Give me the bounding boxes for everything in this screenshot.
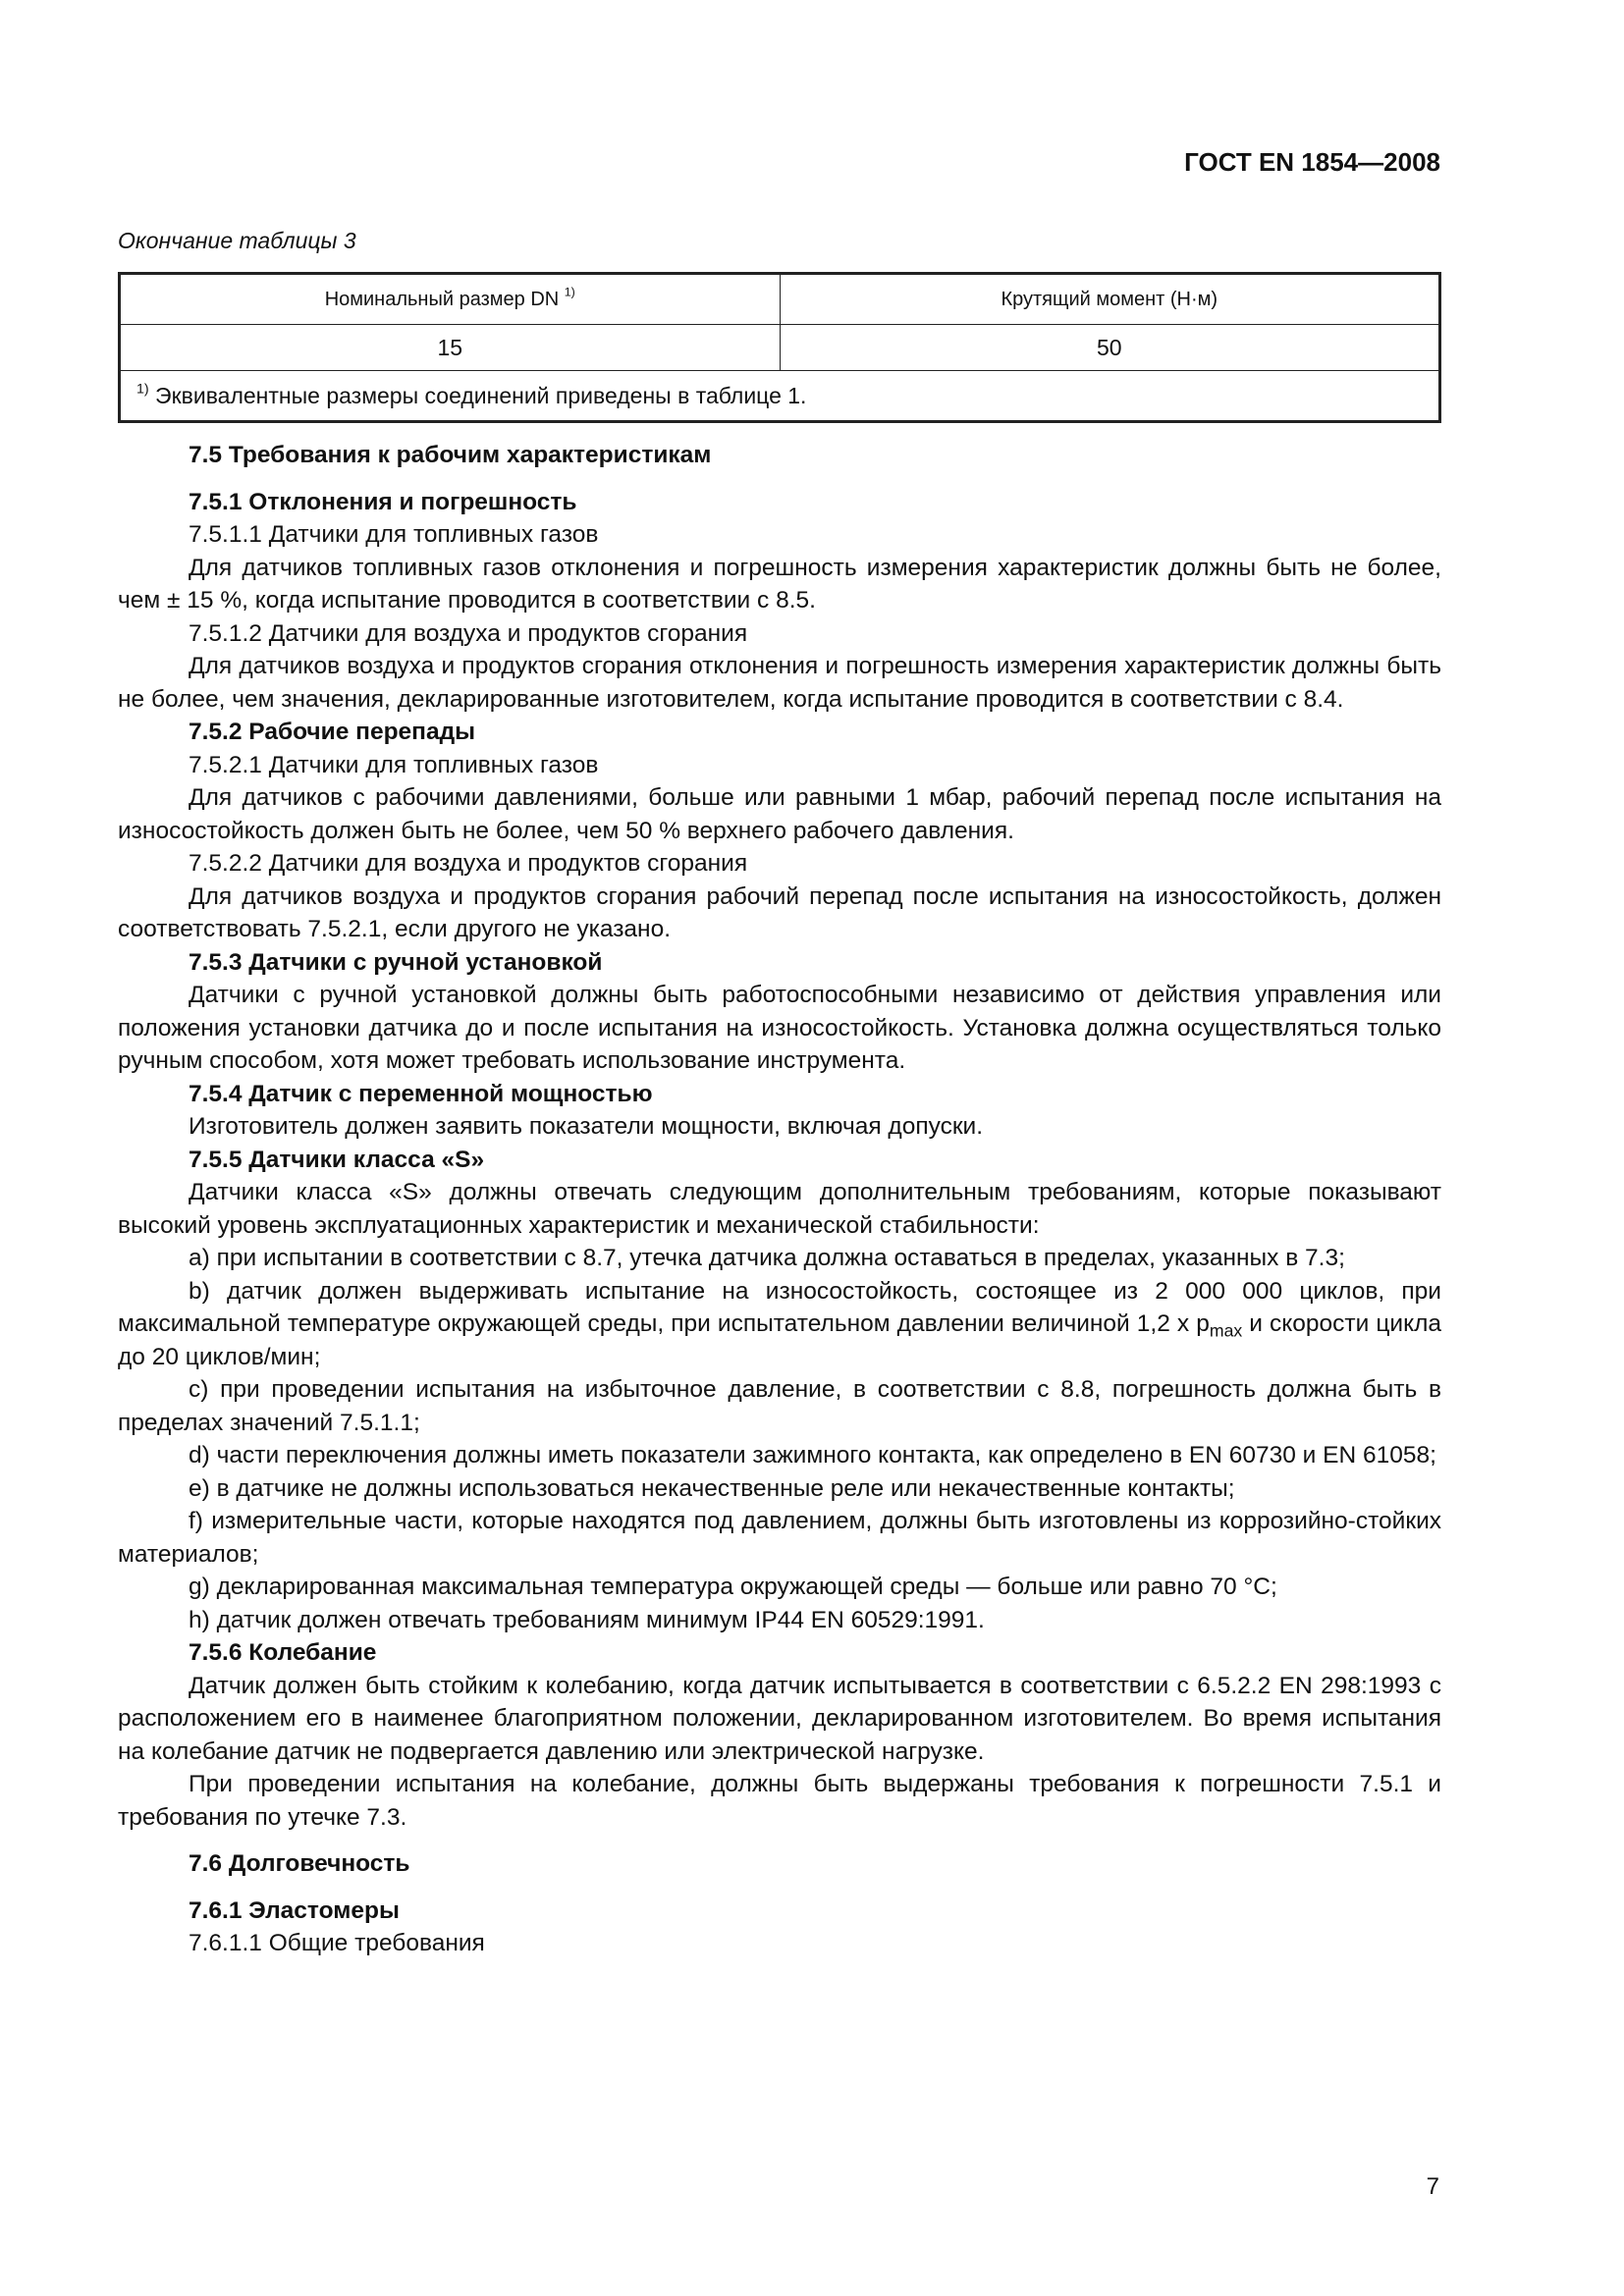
table-row <box>120 325 1440 371</box>
list-item: f) измерительные части, которые находятся под давлением, должны быть изготовлены из коррозийно-стойких материалов; <box>118 1508 1441 1568</box>
table-header-cell <box>780 274 1440 325</box>
subheading-7-5-2-1: 7.5.2.1 Датчики для топливных газов <box>189 751 599 778</box>
list-item: h) датчик должен отвечать требованиям минимум IP44 EN 60529:1991. <box>189 1606 985 1633</box>
table-caption: Окончание таблицы 3 <box>118 228 356 253</box>
heading-7-6-1: 7.6.1 Эластомеры <box>189 1896 400 1924</box>
footnote-text: Эквивалентные размеры соединений приведены в таблице 1. <box>148 382 807 408</box>
col2-header: Крутящий момент (Н·м) <box>1001 288 1218 310</box>
subheading-7-5-1-2: 7.5.1.2 Датчики для воздуха и продуктов сгорания <box>189 619 748 647</box>
heading-7-5-4: 7.5.4 Датчик с переменной мощностью <box>189 1080 653 1107</box>
list-item-b-tail: и скорости цикла до 20 циклов/мин; <box>118 1310 1441 1370</box>
paragraph: Для датчиков с рабочими давлениями, больше или равными 1 мбар, рабочий перепад после испытания на износостойкость должен быть не более, чем 50 % верхнего рабочего давления. <box>118 784 1441 844</box>
table-cell: 15 <box>120 325 781 371</box>
table-3 <box>118 272 1441 423</box>
paragraph: Датчик должен быть стойким к колебанию, когда датчик испытывается в соответствии с 6.5.2.2 EN 298:1993 с расположением его в наименее благоприятном положении, декларированном изготовителем. Во время испытания на колебание датчик не подвергается давлению или электрической нагрузке. <box>118 1672 1441 1765</box>
document-body <box>118 439 1441 1960</box>
list-item: c) при проведении испытания на избыточное давление, в соответствии с 8.8, погрешность должна быть в пределах значений 7.5.1.1; <box>118 1376 1441 1436</box>
col1-header-footnote-mark: 1) <box>564 285 575 299</box>
list-item: e) в датчике не должны использоваться некачественные реле или некачественные контакты; <box>189 1474 1235 1502</box>
subheading-7-5-1-1: 7.5.1.1 Датчики для топливных газов <box>189 521 599 548</box>
list-item: g) декларированная максимальная температура окружающей среды — больше или равно 70 °С; <box>189 1574 1277 1600</box>
table-footnote <box>120 371 1440 422</box>
heading-7-5-5: 7.5.5 Датчики класса «S» <box>189 1146 485 1173</box>
page-number: 7 <box>1426 2173 1439 2200</box>
table-header-cell <box>120 274 781 325</box>
footnote-mark: 1) <box>136 380 149 397</box>
paragraph: Изготовитель должен заявить показатели мощности, включая допуски. <box>189 1113 984 1140</box>
paragraph: Датчики с ручной установкой должны быть работоспособными независимо от действия управления или положения установки датчика до и после испытания на износостойкость. Установка должна осуществляться только ручным способом, хотя может требовать использование инструмента. <box>118 982 1441 1074</box>
list-item: d) части переключения должны иметь показатели зажимного контакта, как определено в EN 60730 и EN 61058; <box>189 1442 1436 1468</box>
paragraph: Датчики класса «S» должны отвечать следующим дополнительным требованиям, которые показывают высокий уровень эксплуатационных характеристик и механической стабильности: <box>118 1179 1441 1239</box>
document-code: ГОСТ EN 1854—2008 <box>1184 147 1440 177</box>
subscript-max: max <box>1209 1320 1243 1341</box>
subheading-7-6-1-1: 7.6.1.1 Общие требования <box>189 1930 485 1956</box>
paragraph: Для датчиков воздуха и продуктов сгорания рабочий перепад после испытания на износостойкость, должен соответствовать 7.5.2.1, если другого не указано. <box>118 882 1441 942</box>
list-item: a) при испытании в соответствии с 8.7, утечка датчика должна оставаться в пределах, указанных в 7.3; <box>189 1245 1345 1271</box>
list-item <box>118 1275 1441 1374</box>
paragraph: При проведении испытания на колебание, должны быть выдержаны требования к погрешности 7.5.1 и требования по утечке 7.3. <box>118 1771 1441 1831</box>
list-item-b-text: b) датчик должен выдерживать испытание на износостойкость, состоящее из 2 000 000 циклов, при максимальной температуре окружающей среды, при испытательном давлении величиной 1,2 x p <box>118 1277 1441 1337</box>
paragraph: Для датчиков воздуха и продуктов сгорания отклонения и погрешность измерения характеристик должны быть не более, чем значения, декларированные изготовителем, когда испытание проводится в соответствии с 8.4. <box>118 653 1441 713</box>
table-footnote-row <box>120 371 1440 422</box>
col1-header: Номинальный размер DN <box>324 288 560 310</box>
heading-7-5-3: 7.5.3 Датчики с ручной установкой <box>189 948 603 976</box>
heading-7-5-2: 7.5.2 Рабочие перепады <box>189 719 476 745</box>
heading-7-5-1: 7.5.1 Отклонения и погрешность <box>189 488 577 515</box>
heading-7-5: 7.5 Требования к рабочим характеристикам <box>189 442 712 468</box>
heading-7-6: 7.6 Долговечность <box>189 1850 410 1877</box>
subheading-7-5-2-2: 7.5.2.2 Датчики для воздуха и продуктов сгорания <box>189 850 748 877</box>
table-header-row <box>120 274 1440 325</box>
table-cell: 50 <box>780 325 1440 371</box>
heading-7-5-6: 7.5.6 Колебание <box>189 1639 377 1666</box>
paragraph: Для датчиков топливных газов отклонения и погрешность измерения характеристик должны быть не более, чем ± 15 %, когда испытание проводится в соответствии с 8.5. <box>118 554 1441 614</box>
